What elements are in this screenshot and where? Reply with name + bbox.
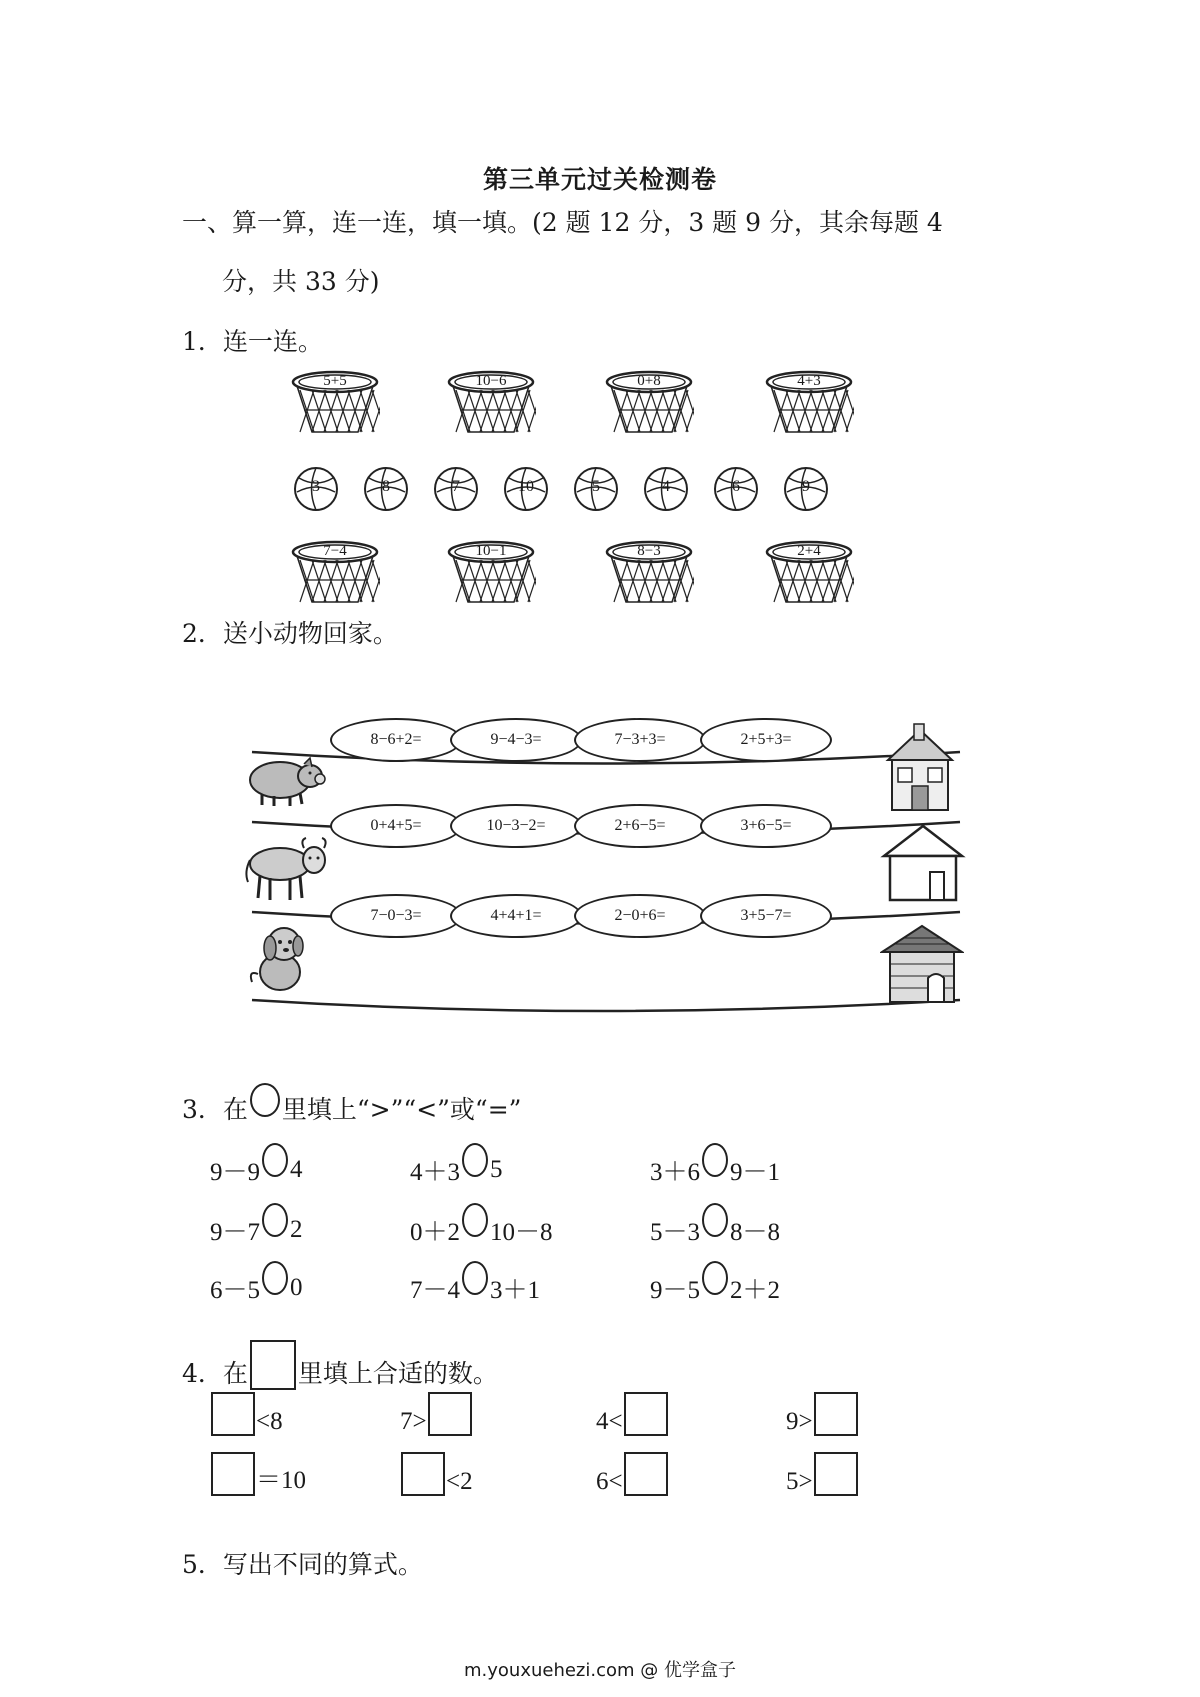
section-heading-line1: 一、算一算，连一连，填一填。(2 题 12 分，3 题 9 分，其余每题 4 [182, 208, 943, 237]
comparison-item [410, 1212, 553, 1248]
answer-circle[interactable] [262, 1203, 288, 1237]
answer-circle[interactable] [262, 1143, 288, 1177]
ball-number: 6 [732, 478, 740, 495]
answer-circle[interactable] [262, 1261, 288, 1295]
q1-label: 1．连一连。 [182, 327, 323, 356]
ball-number: 7 [452, 478, 460, 495]
comparison-left: 5－3 [650, 1219, 701, 1246]
hoop-expression: 0+8 [637, 373, 661, 389]
answer-box[interactable] [624, 1452, 668, 1496]
q4-label [182, 1340, 498, 1390]
page-title: 第三单元过关检测卷 [482, 165, 717, 194]
expression-oval: 7−3+3= [574, 718, 706, 762]
hoop-expression: 10−6 [475, 373, 507, 389]
expression-oval: 10−3−2= [450, 804, 582, 848]
expression-oval: 8−6+2= [330, 718, 462, 762]
fill-in-item [596, 1392, 669, 1436]
fill-before: 5> [786, 1468, 813, 1495]
expression-oval: 3+5−7= [700, 894, 832, 938]
answer-circle[interactable] [702, 1143, 728, 1177]
answer-box[interactable] [814, 1452, 858, 1496]
fill-in-item [210, 1452, 306, 1496]
comparison-left: 3＋6 [650, 1159, 701, 1186]
comparison-right: 9－1 [730, 1159, 781, 1186]
ball-number: 3 [312, 478, 320, 495]
hoop-expression: 5+5 [323, 373, 347, 389]
answer-circle[interactable] [462, 1203, 488, 1237]
comparison-right: 3＋1 [490, 1277, 541, 1304]
comparison-item [650, 1212, 780, 1248]
fill-in-item [786, 1452, 859, 1496]
fill-before: 4< [596, 1408, 623, 1435]
comparison-left: 7－4 [410, 1277, 461, 1304]
ball-number: 10 [518, 478, 534, 495]
hoop-expression: 4+3 [797, 373, 821, 389]
answer-circle[interactable] [462, 1143, 488, 1177]
comparison-left: 0＋2 [410, 1219, 461, 1246]
comparison-right: 2＋2 [730, 1277, 781, 1304]
expression-oval: 0+4+5= [330, 804, 462, 848]
comparison-right: 8－8 [730, 1219, 781, 1246]
comparison-left: 6－5 [210, 1277, 261, 1304]
barn-icon [880, 822, 966, 904]
fill-in-item [400, 1392, 473, 1436]
fill-before: 7> [400, 1408, 427, 1435]
comparison-item [410, 1152, 503, 1188]
hoop-expression: 8−3 [637, 543, 661, 559]
comparison-item [650, 1270, 780, 1306]
q2-label: 2．送小动物回家。 [182, 619, 398, 648]
answer-box[interactable] [211, 1392, 255, 1436]
comparison-right: 0 [290, 1274, 303, 1301]
fill-in-item [786, 1392, 859, 1436]
footer-watermark: m.youxuehezi.com @ 优学盒子 [463, 1660, 736, 1681]
answer-circle[interactable] [462, 1261, 488, 1295]
q5-label: 5．写出不同的算式。 [182, 1550, 423, 1579]
comparison-item [650, 1152, 780, 1188]
fill-in-item [596, 1452, 669, 1496]
hoop-expression: 2+4 [797, 543, 821, 559]
expression-oval: 2−0+6= [574, 894, 706, 938]
fill-before: 9> [786, 1408, 813, 1435]
comparison-left: 9－9 [210, 1159, 261, 1186]
expression-oval: 2+6−5= [574, 804, 706, 848]
box-symbol-icon [250, 1340, 296, 1390]
doghouse-icon [880, 920, 964, 1006]
circle-symbol-icon [250, 1083, 280, 1117]
section-heading-line2: 分，共 33 分) [222, 267, 380, 296]
comparison-right: 4 [290, 1156, 303, 1183]
comparison-right: 5 [490, 1156, 503, 1183]
fill-after: ＝10 [256, 1467, 307, 1494]
comparison-left: 9－5 [650, 1277, 701, 1304]
answer-circle[interactable] [702, 1203, 728, 1237]
fill-before: 6< [596, 1468, 623, 1495]
comparison-item [210, 1212, 303, 1248]
expression-oval: 9−4−3= [450, 718, 582, 762]
dog-icon [244, 922, 324, 998]
comparison-item [210, 1270, 303, 1306]
comparison-item [210, 1152, 303, 1188]
comparison-right: 10－8 [490, 1219, 553, 1246]
q4-label-post: 里填上合适的数。 [297, 1359, 498, 1388]
fill-in-item [400, 1452, 473, 1496]
ball-number: 4 [662, 478, 670, 495]
expression-oval: 3+6−5= [700, 804, 832, 848]
ball-number: 8 [382, 478, 390, 495]
comparison-right: 2 [290, 1216, 303, 1243]
q3-label-post: 里填上“>”“<”或“=” [281, 1095, 522, 1124]
answer-box[interactable] [624, 1392, 668, 1436]
fill-after: <2 [446, 1468, 473, 1495]
q3-label-pre: 3．在 [182, 1095, 248, 1124]
answer-box[interactable] [401, 1452, 445, 1496]
pig-icon [240, 750, 330, 810]
fill-after: <8 [256, 1408, 283, 1435]
cow-icon [242, 832, 334, 904]
fill-in-item [210, 1392, 283, 1436]
answer-box[interactable] [428, 1392, 472, 1436]
answer-box[interactable] [211, 1452, 255, 1496]
q3-label [182, 1090, 521, 1126]
comparison-left: 4＋3 [410, 1159, 461, 1186]
expression-oval: 7−0−3= [330, 894, 462, 938]
hoop-expression: 7−4 [323, 543, 347, 559]
answer-circle[interactable] [702, 1261, 728, 1295]
comparison-left: 9－7 [210, 1219, 261, 1246]
ball-number: 9 [802, 478, 810, 495]
q4-label-pre: 4．在 [182, 1359, 248, 1388]
hoop-expression: 10−1 [475, 543, 507, 559]
expression-oval: 4+4+1= [450, 894, 582, 938]
answer-box[interactable] [814, 1392, 858, 1436]
expression-oval: 2+5+3= [700, 718, 832, 762]
cottage-icon [880, 720, 960, 815]
ball-number: 5 [592, 478, 600, 495]
comparison-item [410, 1270, 540, 1306]
